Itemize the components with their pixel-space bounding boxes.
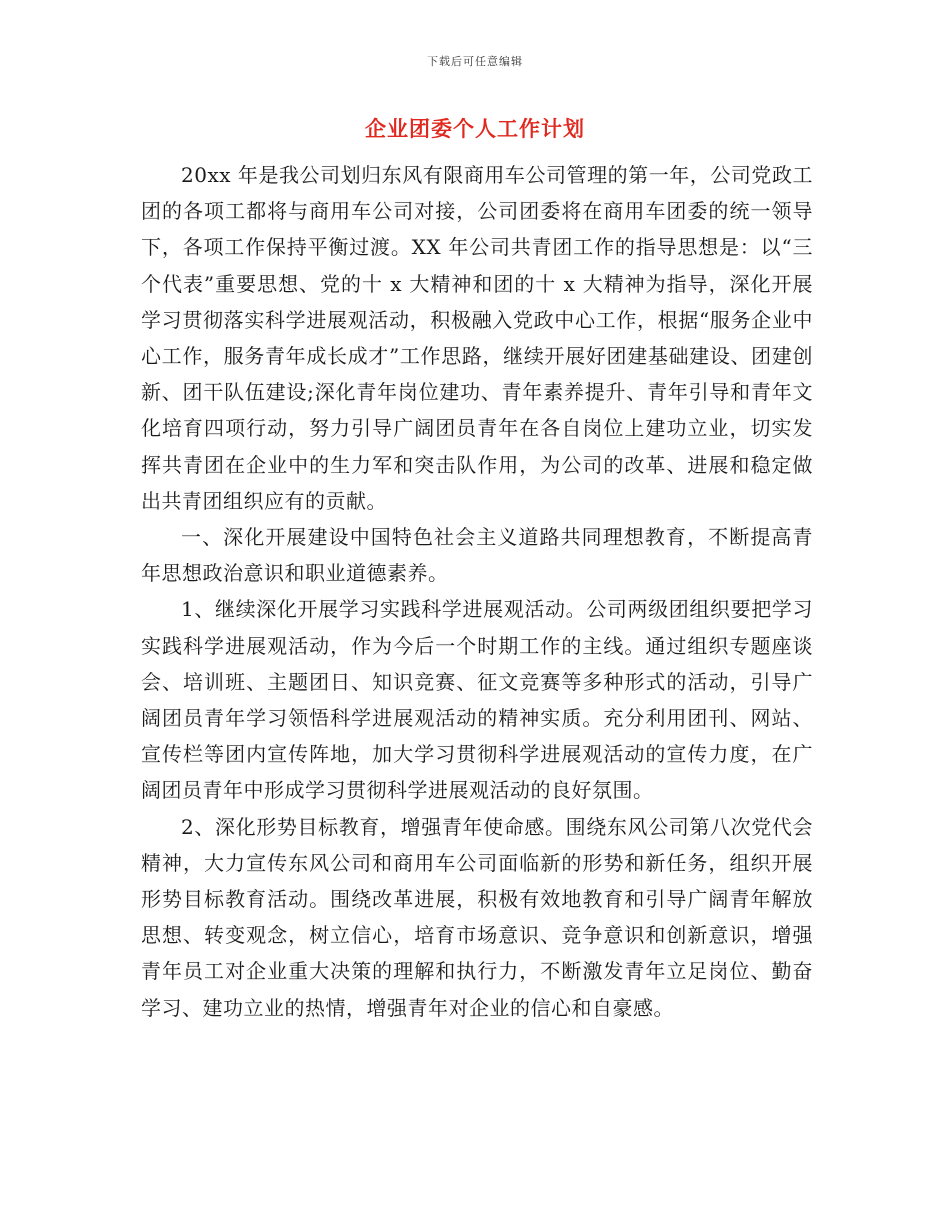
paragraph-intro: 20xx 年是我公司划归东风有限商用车公司管理的第一年，公司党政工团的各项工都将与商用车公司对接，公司团委将在商用车团委的统一领导下，各项工作保持平衡过渡。XX 年公司共青团工作的指导思想是：以“三个代表”重要思想、党的十 x 大精神和团的十 x 大精神为指导，深化开展学习贯彻落实科学进展观活动，积极融入党政中心工作，根据“服务企业中心工作，服务青年成长成才”工作思路，继续开展好团建基础建设、团建创新、团干队伍建设;深化青年岗位建功、青年素养提升、青年引导和青年文化培育四项行动，努力引导广阔团员青年在各自岗位上建功立业，切实发挥共青团在企业中的生力军和突击队作用，为公司的改革、进展和稳定做出共青团组织应有的贡献。 — [141, 163, 813, 513]
paragraph-section-1-heading: 一、深化开展建设中国特色社会主义道路共同理想教育，不断提高青年思想政治意识和职业道德素养。 — [141, 525, 813, 586]
page-header: 下载后可任意编辑 — [427, 55, 523, 68]
paragraph-item-2: 2、深化形势目标教育，增强青年使命感。围绕东风公司第八次党代会精神，大力宣传东风公司和商用车公司面临新的形势和新任务，组织开展形势目标教育活动。围绕改革进展，积极有效地教育和引导广阔青年解放思想、转变观念，树立信心，培育市场意识、竞争意识和创新意识，增强青年员工对企业重大决策的理解和执行力，不断激发青年立足岗位、勤奋学习、建功立业的热情，增强青年对企业的信心和自豪感。 — [141, 814, 813, 1020]
document-title: 企业团委个人工作计划 — [365, 116, 585, 141]
document-body — [141, 157, 813, 1026]
paragraph-item-1: 1、继续深化开展学习实践科学进展观活动。公司两级团组织要把学习实践科学进展观活动，作为今后一个时期工作的主线。通过组织专题座谈会、培训班、主题团日、知识竞赛、征文竞赛等多种形式的活动，引导广阔团员青年学习领悟科学进展观活动的精神实质。充分利用团刊、网站、宣传栏等团内宣传阵地，加大学习贯彻科学进展观活动的宣传力度，在广阔团员青年中形成学习贯彻科学进展观活动的良好氛围。 — [141, 597, 813, 803]
